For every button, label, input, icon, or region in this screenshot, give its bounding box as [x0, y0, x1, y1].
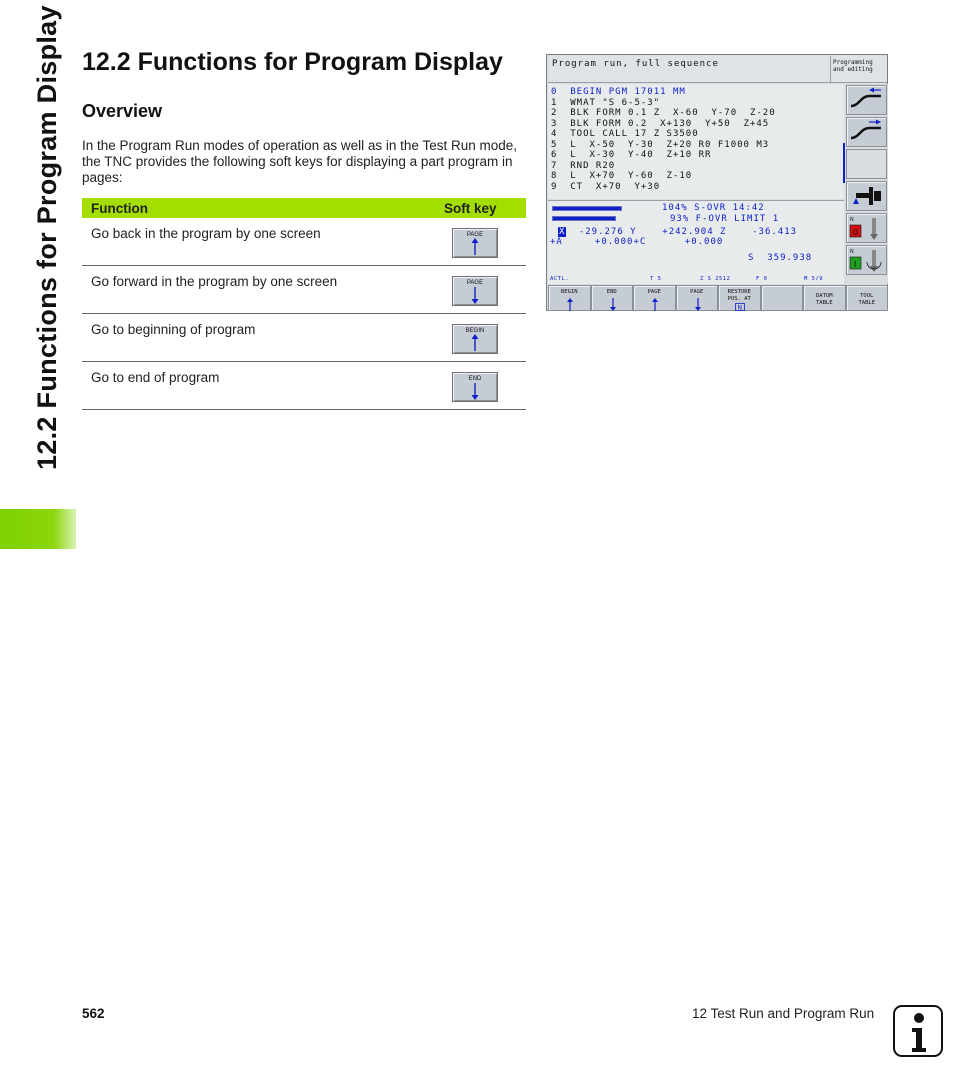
position-row-1: -29.276 Y +242.904 Z -36.413: [566, 227, 798, 237]
tnc-screen: [546, 54, 888, 311]
arrow-up-icon: [470, 238, 480, 256]
operating-mode-title: Program run, full sequence: [548, 56, 830, 83]
coolant-softkey[interactable]: [846, 181, 887, 211]
path-forward-softkey[interactable]: [846, 117, 887, 147]
page-title: 12.2 Functions for Program Display: [82, 48, 503, 76]
tool-table-softkey[interactable]: [846, 285, 889, 311]
softkey-label: END: [606, 289, 617, 295]
screen-page-up-softkey[interactable]: [633, 285, 676, 311]
softkey-label: PAGE: [690, 289, 704, 295]
arrow-down-icon: [470, 286, 480, 304]
function-text: Go forward in the program by one screen: [91, 274, 338, 289]
program-line: 6 L X-30 Y-40 Z+10 RR: [551, 150, 712, 160]
vertical-softkey-row: [845, 84, 888, 284]
program-window: [548, 84, 844, 199]
spindle-on-softkey[interactable]: [846, 245, 887, 275]
col-softkey-header: Soft key: [444, 200, 497, 216]
spindle-position: S 359.938: [748, 253, 813, 263]
softkey-table: [82, 198, 526, 410]
program-line: 3 BLK FORM 0.2 X+130 Y+50 Z+45: [551, 119, 770, 129]
datum-table-softkey[interactable]: [803, 285, 846, 311]
program-line: 0 BEGIN PGM 17011 MM: [551, 87, 686, 97]
softkey-label: END: [468, 376, 482, 382]
softkey-label: PAGE: [647, 289, 661, 295]
arrow-down-icon: [609, 298, 617, 311]
softkey-label: BEGIN: [465, 328, 485, 334]
softkey-label: BEGIN: [560, 289, 578, 295]
spindle-override-bar: [552, 206, 622, 211]
page-number: 562: [82, 1006, 105, 1021]
end-softkey[interactable]: [452, 372, 498, 402]
svg-text:N: N: [850, 217, 854, 223]
feed-override-text: 93% F-OVR LIMIT 1: [670, 214, 780, 224]
arrow-down-icon: [694, 298, 702, 311]
table-row: [82, 218, 526, 266]
screen-begin-softkey[interactable]: [548, 285, 591, 311]
function-text: Go to end of program: [91, 370, 220, 385]
position-row-2: +A +0.000+C +0.000: [550, 237, 724, 247]
spindle-off-softkey[interactable]: [846, 213, 887, 243]
page-down-softkey[interactable]: [452, 276, 498, 306]
arrow-up-icon: [651, 298, 659, 311]
program-line: 5 L X-50 Y-30 Z+20 R0 F1000 M3: [551, 140, 770, 150]
screen-end-softkey[interactable]: [591, 285, 634, 311]
feed-value: F 0: [756, 276, 768, 282]
table-row: [82, 266, 526, 314]
actl-label: ACTL.: [550, 276, 570, 282]
intro-paragraph: In the Program Run modes of operation as well as in the Test Run mode, the TNC provides the following soft keys for displaying a part program in pages:: [82, 138, 517, 185]
program-line: 2 BLK FORM 0.1 Z X-60 Y-70 Z-20: [551, 108, 776, 118]
table-row: [82, 314, 526, 362]
status-display: [548, 200, 844, 284]
secondary-mode-line1: Programming: [833, 59, 873, 66]
side-title-text: 12.2 Functions for Program Display: [32, 5, 62, 470]
chapter-tab-marker: [0, 509, 76, 549]
restore-position-softkey[interactable]: [718, 285, 761, 311]
spindle-axis: Z S 2512: [700, 276, 731, 282]
table-header: [82, 198, 526, 218]
program-line: 8 L X+70 Y-60 Z-10: [551, 171, 693, 181]
tool-number: T 5: [650, 276, 662, 282]
section-heading: Overview: [82, 101, 163, 121]
info-icon: [893, 1005, 943, 1057]
function-text: Go to beginning of program: [91, 322, 256, 337]
spindle-on-icon: [847, 246, 886, 274]
program-line: 4 TOOL CALL 17 Z S3500: [551, 129, 699, 139]
secondary-mode-line2: and editing: [833, 66, 873, 73]
program-line: 9 CT X+70 Y+30: [551, 182, 661, 192]
screen-page-down-softkey[interactable]: [676, 285, 719, 311]
blank-softkey: [846, 149, 887, 179]
svg-text:0: 0: [853, 228, 859, 237]
page-up-softkey[interactable]: [452, 228, 498, 258]
arrow-down-icon: [470, 382, 480, 400]
coolant-tap-icon: [847, 182, 886, 210]
softkey-label: TOOL TABLE: [858, 293, 876, 306]
col-function-header: Function: [91, 200, 148, 216]
secondary-mode[interactable]: [830, 56, 887, 83]
softkey-label: RESTORE POS. AT: [727, 289, 751, 302]
begin-softkey[interactable]: [452, 324, 498, 354]
horizontal-softkey-row: [548, 285, 888, 311]
blank-softkey: [761, 285, 804, 311]
svg-text:I: I: [854, 260, 857, 269]
softkey-label: PAGE: [466, 232, 484, 238]
chapter-footer: 12 Test Run and Program Run: [692, 1006, 875, 1021]
x-axis-label: X: [559, 227, 566, 237]
table-row: [82, 362, 526, 410]
restore-n-icon: [735, 303, 745, 311]
arrow-up-icon: [470, 334, 480, 352]
program-line: 7 RND R20: [551, 161, 616, 171]
svg-text:N: N: [737, 304, 742, 311]
side-chapter-title: [30, 5, 66, 472]
path-back-icon: [847, 86, 886, 114]
svg-text:N: N: [850, 249, 854, 255]
m-functions: M 5/9: [804, 276, 824, 282]
arrow-up-icon: [566, 298, 574, 311]
path-backward-softkey[interactable]: [846, 85, 887, 115]
path-forward-icon: [847, 118, 886, 146]
spindle-override-text: 104% S-OVR 14:42: [662, 203, 765, 213]
spindle-off-icon: [847, 214, 886, 242]
softkey-label: PAGE: [466, 280, 484, 286]
program-line: 1 WMAT "S 6-5-3": [551, 98, 661, 108]
function-text: Go back in the program by one screen: [91, 226, 321, 241]
softkey-label: DATUM TABLE: [815, 293, 833, 306]
feed-override-bar: [552, 216, 616, 221]
